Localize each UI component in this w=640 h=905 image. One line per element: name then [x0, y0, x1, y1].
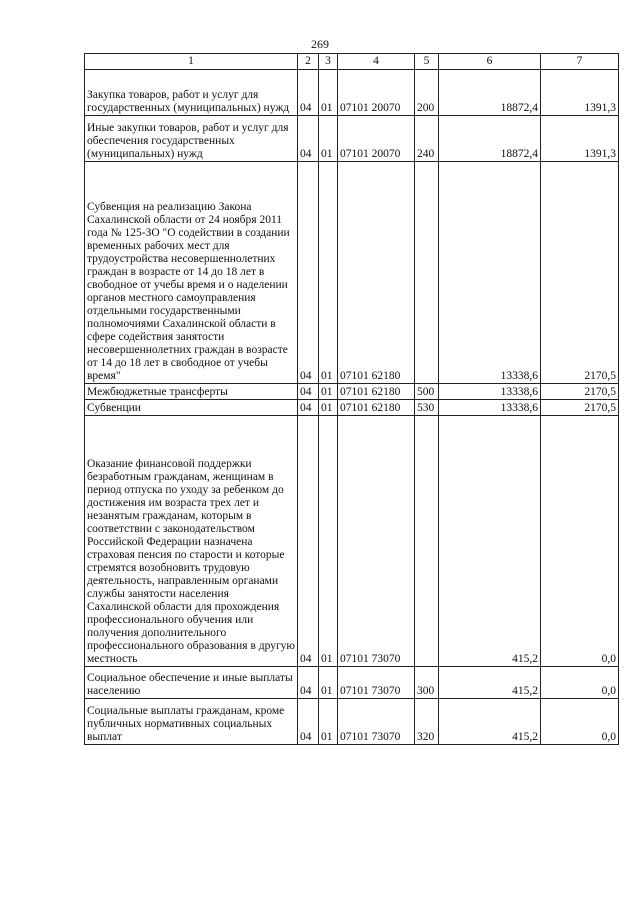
row-amount-2: 2170,5: [541, 384, 619, 400]
row-amount: 415,2: [439, 667, 541, 699]
row-section: 04: [298, 416, 319, 667]
table-row: [85, 400, 619, 416]
row-section: 04: [298, 400, 319, 416]
row-subsection: 01: [319, 400, 338, 416]
row-amount-2: 0,0: [541, 699, 619, 745]
column-header: 2: [298, 54, 319, 70]
row-target-code: 07101 20070: [338, 70, 415, 116]
row-name: Социальные выплаты гражданам, кроме публичных нормативных социальных выплат: [85, 699, 298, 745]
row-target-code: 07101 62180: [338, 400, 415, 416]
table-row: [85, 416, 619, 667]
row-amount-2: 1391,3: [541, 116, 619, 162]
column-header: 1: [85, 54, 298, 70]
column-header: 6: [439, 54, 541, 70]
row-section: 04: [298, 70, 319, 116]
table-row: [85, 70, 619, 116]
row-section: 04: [298, 162, 319, 384]
table-row: [85, 667, 619, 699]
row-subsection: 01: [319, 70, 338, 116]
column-header: 7: [541, 54, 619, 70]
table-row: [85, 384, 619, 400]
table-row: [85, 699, 619, 745]
row-amount: 18872,4: [439, 70, 541, 116]
row-amount-2: 2170,5: [541, 162, 619, 384]
column-header: 4: [338, 54, 415, 70]
row-expense-type: 500: [415, 384, 439, 400]
row-target-code: 07101 73070: [338, 416, 415, 667]
row-target-code: 07101 73070: [338, 699, 415, 745]
row-subsection: 01: [319, 116, 338, 162]
row-section: 04: [298, 116, 319, 162]
row-expense-type: 320: [415, 699, 439, 745]
row-target-code: 07101 20070: [338, 116, 415, 162]
row-amount-2: 1391,3: [541, 70, 619, 116]
row-subsection: 01: [319, 416, 338, 667]
row-name: Иные закупки товаров, работ и услуг для обеспечения государственных (муниципальных) нужд: [85, 116, 298, 162]
row-amount: 13338,6: [439, 400, 541, 416]
row-name: Социальное обеспечение и иные выплаты населению: [85, 667, 298, 699]
table-row: [85, 162, 619, 384]
row-amount: 13338,6: [439, 384, 541, 400]
column-header: 5: [415, 54, 439, 70]
row-target-code: 07101 62180: [338, 384, 415, 400]
row-name: Межбюджетные трансферты: [85, 384, 298, 400]
row-expense-type: [415, 162, 439, 384]
row-amount: 415,2: [439, 416, 541, 667]
header-row: [85, 54, 619, 70]
row-name: Субвенции: [85, 400, 298, 416]
row-amount: 18872,4: [439, 116, 541, 162]
row-expense-type: 200: [415, 70, 439, 116]
page-number: 269: [311, 37, 329, 51]
row-amount: 13338,6: [439, 162, 541, 384]
row-name: Закупка товаров, работ и услуг для государственных (муниципальных) нужд: [85, 70, 298, 116]
row-expense-type: 300: [415, 667, 439, 699]
row-target-code: 07101 73070: [338, 667, 415, 699]
row-section: 04: [298, 384, 319, 400]
column-header: 3: [319, 54, 338, 70]
row-expense-type: 530: [415, 400, 439, 416]
row-section: 04: [298, 699, 319, 745]
row-amount-2: 0,0: [541, 667, 619, 699]
table-row: [85, 116, 619, 162]
row-amount: 415,2: [439, 699, 541, 745]
row-name: Оказание финансовой поддержки безработным гражданам, женщинам в период отпуска по уходу за ребенком до достижения им возраста трех лет и незанятым гражданам, которым в соответствии с законодательством Российской Федерации назначена страховая пенсия по старости и которые стремятся возобновить трудовую деятельность, направленным органами службы занятости населения Сахалинской области для прохождения профессионального обучения или получения дополнительного профессионального образования в другую местность: [85, 416, 298, 667]
row-target-code: 07101 62180: [338, 162, 415, 384]
row-expense-type: [415, 416, 439, 667]
row-expense-type: 240: [415, 116, 439, 162]
row-subsection: 01: [319, 384, 338, 400]
row-amount-2: 2170,5: [541, 400, 619, 416]
row-name: Субвенция на реализацию Закона Сахалинской области от 24 ноября 2011 года № 125-ЗО "О содействии в создании временных рабочих мест для трудоустройства несовершеннолетних граждан в возрасте от 14 до 18 лет в свободное от учебы время и о наделении органов местного самоуправления отдельными государственными полномочиями Сахалинской области в сфере содействия занятости несовершеннолетних граждан в возрасте от 14 до 18 лет в свободное от учебы время": [85, 162, 298, 384]
row-amount-2: 0,0: [541, 416, 619, 667]
row-subsection: 01: [319, 699, 338, 745]
budget-table: [84, 53, 619, 745]
row-section: 04: [298, 667, 319, 699]
row-subsection: 01: [319, 162, 338, 384]
row-subsection: 01: [319, 667, 338, 699]
